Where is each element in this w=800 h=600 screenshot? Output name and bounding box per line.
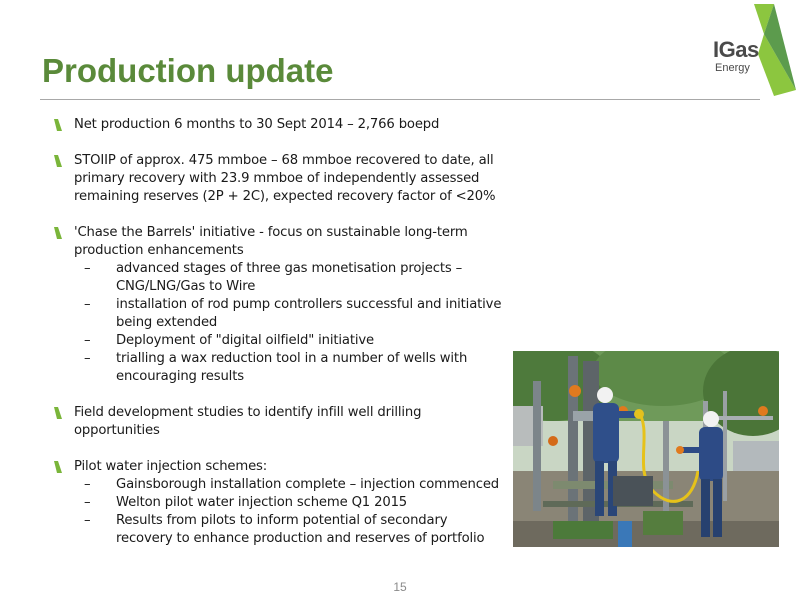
bullet-marker-icon [54,407,62,419]
page-number: 15 [393,580,407,594]
bullet-item [52,458,502,548]
bullet-marker-icon [54,155,62,167]
bullet-item [52,152,502,206]
dash-marker: – [84,477,91,492]
bullet-marker-icon [54,119,62,131]
dash-marker: – [84,333,91,348]
sub-bullet-item [84,296,502,332]
sub-bullet-text: Results from pilots to inform potential of secondary recovery to enhance production and reserves of portfolio [116,513,485,546]
dash-marker: – [84,297,91,312]
sub-bullet-item [84,260,502,296]
sub-bullet-item [84,476,502,494]
logo-wordmark: IGas [713,37,759,62]
bullet-item [52,224,502,386]
dash-marker: – [84,513,91,528]
logo-subtitle: Energy [715,62,750,74]
bullet-item [52,404,502,440]
bullet-item [52,116,502,134]
bullet-marker-icon [54,461,62,473]
bullet-text: Net production 6 months to 30 Sept 2014 – 2,766 boepd [74,117,440,132]
bullet-list [52,116,502,548]
sub-bullet-item [84,512,502,548]
slide-title: Production update [42,52,334,89]
dash-marker: – [84,495,91,510]
sub-bullet-text: advanced stages of three gas monetisation projects – CNG/LNG/Gas to Wire [116,261,463,294]
bullet-text: Field development studies to identify infill well drilling opportunities [74,405,422,438]
wellhead-workers-photo [513,351,779,547]
sub-bullet-text: trialling a wax reduction tool in a number of wells with encouraging results [116,351,468,384]
dash-marker: – [84,261,91,276]
bullet-text: 'Chase the Barrels' initiative - focus on sustainable long-term production enhancements [74,225,468,258]
sub-bullet-text: Deployment of "digital oilfield" initiative [116,333,375,348]
sub-bullet-text: installation of rod pump controllers successful and initiative being extended [116,297,502,330]
bullet-marker-icon [54,227,62,239]
sub-bullet-text: Welton pilot water injection scheme Q1 2015 [116,495,408,510]
sub-bullet-text: Gainsborough installation complete – injection commenced [116,477,500,492]
dash-marker: – [84,351,91,366]
sub-bullet-item [84,332,502,350]
sub-bullet-item [84,494,502,512]
bullet-text: STOIIP of approx. 475 mmboe – 68 mmboe recovered to date, all primary recovery with 23.9 mmboe of independently assessed remaining reserves (2P + 2C), expected recovery factor of <20% [74,153,496,204]
sub-bullet-item [84,350,502,386]
bullet-text: Pilot water injection schemes: [74,459,268,474]
title-divider [40,99,760,100]
